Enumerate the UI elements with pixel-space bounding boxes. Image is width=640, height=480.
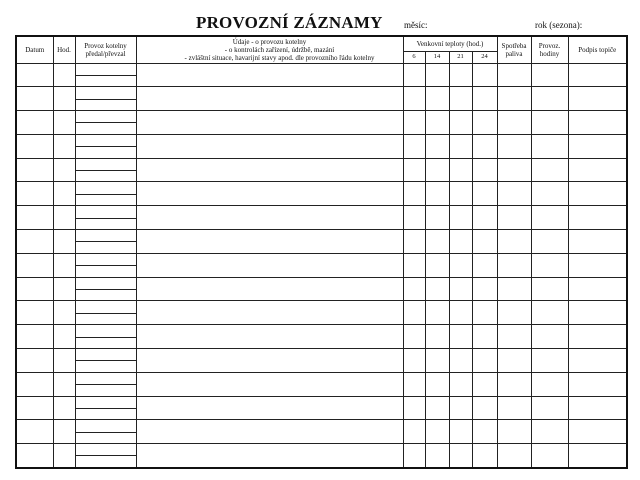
boiler-operation-line1: Provoz kotelny [84, 41, 127, 50]
temp-6-cell[interactable] [403, 277, 425, 301]
date-cell[interactable] [16, 63, 53, 87]
table-row [16, 277, 627, 301]
hour-cell[interactable] [53, 253, 75, 277]
signature-cell[interactable] [568, 182, 627, 206]
hour-cell[interactable] [53, 301, 75, 325]
col-outdoor-temp-header: Venkovní teploty (hod.) [403, 36, 497, 51]
fuel-cell[interactable] [497, 349, 531, 373]
temp-14-cell[interactable] [425, 301, 449, 325]
temp-14-cell[interactable] [425, 158, 449, 182]
hour-cell[interactable] [53, 349, 75, 373]
boiler-operation-cell[interactable] [75, 349, 136, 373]
boiler-operation-cell[interactable] [75, 301, 136, 325]
date-cell[interactable] [16, 301, 53, 325]
hour-cell[interactable] [53, 372, 75, 396]
table-row [16, 325, 627, 349]
run-hours-cell[interactable] [531, 349, 568, 373]
notes-cell[interactable] [136, 420, 403, 444]
signature-cell[interactable] [568, 420, 627, 444]
signature-cell[interactable] [568, 63, 627, 87]
temp-14-cell[interactable] [425, 134, 449, 158]
temp-6-cell[interactable] [403, 111, 425, 135]
temp-6-cell[interactable] [403, 253, 425, 277]
table-row [16, 230, 627, 254]
signature-cell[interactable] [568, 111, 627, 135]
signature-cell[interactable] [568, 301, 627, 325]
notes-cell[interactable] [136, 325, 403, 349]
signature-cell[interactable] [568, 325, 627, 349]
year-season-label: rok (sezona): [535, 20, 583, 30]
temp-14-cell[interactable] [425, 182, 449, 206]
col-notes-header [136, 36, 403, 63]
table-row [16, 134, 627, 158]
temp-14-cell[interactable] [425, 444, 449, 468]
notes-cell[interactable] [136, 230, 403, 254]
hour-cell[interactable] [53, 158, 75, 182]
date-cell[interactable] [16, 420, 53, 444]
fuel-cell[interactable] [497, 325, 531, 349]
fuel-cell[interactable] [497, 420, 531, 444]
date-cell[interactable] [16, 349, 53, 373]
fuel-cell[interactable] [497, 372, 531, 396]
notes-cell[interactable] [136, 134, 403, 158]
hour-cell[interactable] [53, 325, 75, 349]
run-hours-cell[interactable] [531, 253, 568, 277]
signature-cell[interactable] [568, 396, 627, 420]
temp-24-cell[interactable] [472, 182, 497, 206]
boiler-operation-cell[interactable] [75, 372, 136, 396]
date-cell[interactable] [16, 372, 53, 396]
run-hours-cell[interactable] [531, 158, 568, 182]
temp-24-cell[interactable] [472, 134, 497, 158]
date-cell[interactable] [16, 253, 53, 277]
run-hours-cell[interactable] [531, 301, 568, 325]
fuel-cell[interactable] [497, 182, 531, 206]
hour-cell[interactable] [53, 63, 75, 87]
run-hours-cell[interactable] [531, 444, 568, 468]
signature-cell[interactable] [568, 444, 627, 468]
fuel-cell[interactable] [497, 111, 531, 135]
boiler-operation-cell[interactable] [75, 63, 136, 87]
notes-line3: - zvláštní situace, havarijní stavy apod. dle provozního řádu kotelny [184, 53, 375, 62]
run-hours-cell[interactable] [531, 206, 568, 230]
hour-cell[interactable] [53, 134, 75, 158]
run-hours-cell[interactable] [531, 134, 568, 158]
signature-cell[interactable] [568, 253, 627, 277]
table-row [16, 301, 627, 325]
temp-24-cell[interactable] [472, 325, 497, 349]
boiler-operation-cell[interactable] [75, 182, 136, 206]
date-cell[interactable] [16, 111, 53, 135]
run-hours-cell[interactable] [531, 87, 568, 111]
notes-line2: - o kontrolách zařízení, údržbě, mazání [224, 45, 335, 54]
notes-cell[interactable] [136, 444, 403, 468]
table-row [16, 158, 627, 182]
boiler-operation-line2: předal/převzal [85, 49, 126, 58]
hour-cell[interactable] [53, 277, 75, 301]
temp-21-cell[interactable] [449, 230, 472, 254]
temp-hour-24: 24 [472, 51, 497, 63]
signature-cell[interactable] [568, 230, 627, 254]
temp-14-cell[interactable] [425, 253, 449, 277]
temp-21-cell[interactable] [449, 349, 472, 373]
temp-24-cell[interactable] [472, 253, 497, 277]
temp-6-cell[interactable] [403, 158, 425, 182]
temp-14-cell[interactable] [425, 230, 449, 254]
temp-21-cell[interactable] [449, 420, 472, 444]
fuel-cell[interactable] [497, 396, 531, 420]
temp-14-cell[interactable] [425, 87, 449, 111]
signature-cell[interactable] [568, 277, 627, 301]
fuel-cell[interactable] [497, 87, 531, 111]
temp-24-cell[interactable] [472, 396, 497, 420]
temp-14-cell[interactable] [425, 277, 449, 301]
temp-14-cell[interactable] [425, 396, 449, 420]
temp-21-cell[interactable] [449, 206, 472, 230]
boiler-operation-cell[interactable] [75, 444, 136, 468]
table-row [16, 63, 627, 87]
date-cell[interactable] [16, 87, 53, 111]
boiler-operation-cell[interactable] [75, 206, 136, 230]
temp-21-cell[interactable] [449, 111, 472, 135]
notes-cell[interactable] [136, 277, 403, 301]
fuel-cell[interactable] [497, 444, 531, 468]
temp-24-cell[interactable] [472, 230, 497, 254]
col-boiler-operation-header [75, 36, 136, 63]
date-cell[interactable] [16, 325, 53, 349]
table-row [16, 444, 627, 468]
temp-21-cell[interactable] [449, 134, 472, 158]
temp-24-cell[interactable] [472, 372, 497, 396]
temp-14-cell[interactable] [425, 111, 449, 135]
boiler-operation-cell[interactable] [75, 253, 136, 277]
temp-21-cell[interactable] [449, 396, 472, 420]
col-fuel-header [497, 36, 531, 63]
boiler-operation-cell[interactable] [75, 111, 136, 135]
temp-21-cell[interactable] [449, 158, 472, 182]
fuel-cell[interactable] [497, 158, 531, 182]
run-hours-line1: Provoz. [538, 41, 561, 50]
signature-cell[interactable] [568, 87, 627, 111]
signature-cell[interactable] [568, 206, 627, 230]
boiler-operation-cell[interactable] [75, 420, 136, 444]
signature-cell[interactable] [568, 134, 627, 158]
temp-21-cell[interactable] [449, 444, 472, 468]
date-cell[interactable] [16, 444, 53, 468]
boiler-operation-cell[interactable] [75, 87, 136, 111]
run-hours-cell[interactable] [531, 63, 568, 87]
temp-6-cell[interactable] [403, 325, 425, 349]
temp-14-cell[interactable] [425, 372, 449, 396]
date-cell[interactable] [16, 230, 53, 254]
table-row [16, 349, 627, 373]
temp-14-cell[interactable] [425, 63, 449, 87]
hour-cell[interactable] [53, 182, 75, 206]
temp-6-cell[interactable] [403, 301, 425, 325]
log-body [16, 63, 627, 468]
month-label: měsíc: [404, 20, 428, 30]
temp-6-cell[interactable] [403, 63, 425, 87]
temp-24-cell[interactable] [472, 301, 497, 325]
run-hours-line2: hodiny [539, 49, 560, 58]
table-row [16, 87, 627, 111]
temp-14-cell[interactable] [425, 325, 449, 349]
temp-21-cell[interactable] [449, 182, 472, 206]
fuel-cell[interactable] [497, 230, 531, 254]
table-row [16, 253, 627, 277]
table-row [16, 420, 627, 444]
notes-cell[interactable] [136, 158, 403, 182]
fuel-cell[interactable] [497, 253, 531, 277]
col-date-header: Datum [16, 36, 53, 63]
hour-cell[interactable] [53, 420, 75, 444]
temp-hour-21: 21 [449, 51, 472, 63]
temp-6-cell[interactable] [403, 134, 425, 158]
temp-21-cell[interactable] [449, 253, 472, 277]
date-cell[interactable] [16, 182, 53, 206]
temp-14-cell[interactable] [425, 420, 449, 444]
notes-cell[interactable] [136, 206, 403, 230]
temp-6-cell[interactable] [403, 396, 425, 420]
fuel-line2: paliva [505, 49, 523, 58]
run-hours-cell[interactable] [531, 372, 568, 396]
temp-21-cell[interactable] [449, 301, 472, 325]
temp-14-cell[interactable] [425, 349, 449, 373]
temp-6-cell[interactable] [403, 372, 425, 396]
col-hour-header: Hod. [53, 36, 75, 63]
run-hours-cell[interactable] [531, 396, 568, 420]
date-cell[interactable] [16, 158, 53, 182]
run-hours-cell[interactable] [531, 182, 568, 206]
fuel-cell[interactable] [497, 301, 531, 325]
boiler-operation-cell[interactable] [75, 134, 136, 158]
temp-24-cell[interactable] [472, 111, 497, 135]
temp-24-cell[interactable] [472, 87, 497, 111]
notes-cell[interactable] [136, 63, 403, 87]
fuel-cell[interactable] [497, 206, 531, 230]
page-title: PROVOZNÍ ZÁZNAMY [196, 13, 383, 32]
signature-cell[interactable] [568, 158, 627, 182]
col-signature-header: Podpis topiče [568, 36, 627, 63]
temp-6-cell[interactable] [403, 444, 425, 468]
temp-hour-6: 6 [403, 51, 425, 63]
temp-24-cell[interactable] [472, 63, 497, 87]
notes-cell[interactable] [136, 111, 403, 135]
hour-cell[interactable] [53, 396, 75, 420]
temp-24-cell[interactable] [472, 158, 497, 182]
temp-24-cell[interactable] [472, 444, 497, 468]
temp-24-cell[interactable] [472, 277, 497, 301]
boiler-operation-cell[interactable] [75, 325, 136, 349]
temp-6-cell[interactable] [403, 230, 425, 254]
notes-cell[interactable] [136, 372, 403, 396]
boiler-operation-cell[interactable] [75, 396, 136, 420]
temp-21-cell[interactable] [449, 372, 472, 396]
date-cell[interactable] [16, 277, 53, 301]
temp-21-cell[interactable] [449, 87, 472, 111]
temp-24-cell[interactable] [472, 349, 497, 373]
run-hours-cell[interactable] [531, 230, 568, 254]
fuel-cell[interactable] [497, 277, 531, 301]
table-row [16, 206, 627, 230]
date-cell[interactable] [16, 206, 53, 230]
notes-cell[interactable] [136, 87, 403, 111]
log-table [15, 35, 628, 469]
hour-cell[interactable] [53, 111, 75, 135]
temp-21-cell[interactable] [449, 63, 472, 87]
table-row [16, 111, 627, 135]
hour-cell[interactable] [53, 87, 75, 111]
temp-24-cell[interactable] [472, 420, 497, 444]
col-run-hours-header [531, 36, 568, 63]
temp-6-cell[interactable] [403, 206, 425, 230]
boiler-operation-cell[interactable] [75, 230, 136, 254]
notes-cell[interactable] [136, 301, 403, 325]
notes-cell[interactable] [136, 253, 403, 277]
hour-cell[interactable] [53, 230, 75, 254]
temp-14-cell[interactable] [425, 206, 449, 230]
table-row [16, 182, 627, 206]
temp-hour-14: 14 [425, 51, 449, 63]
log-sheet [15, 35, 626, 464]
table-row [16, 372, 627, 396]
temp-24-cell[interactable] [472, 206, 497, 230]
table-row [16, 396, 627, 420]
boiler-operation-cell[interactable] [75, 158, 136, 182]
notes-cell[interactable] [136, 396, 403, 420]
date-cell[interactable] [16, 396, 53, 420]
hour-cell[interactable] [53, 206, 75, 230]
temp-21-cell[interactable] [449, 277, 472, 301]
notes-cell[interactable] [136, 349, 403, 373]
temp-6-cell[interactable] [403, 349, 425, 373]
fuel-cell[interactable] [497, 63, 531, 87]
hour-cell[interactable] [53, 444, 75, 468]
temp-6-cell[interactable] [403, 420, 425, 444]
signature-cell[interactable] [568, 349, 627, 373]
temp-6-cell[interactable] [403, 182, 425, 206]
notes-cell[interactable] [136, 182, 403, 206]
temp-21-cell[interactable] [449, 325, 472, 349]
date-cell[interactable] [16, 134, 53, 158]
temp-6-cell[interactable] [403, 87, 425, 111]
run-hours-cell[interactable] [531, 111, 568, 135]
run-hours-cell[interactable] [531, 325, 568, 349]
run-hours-cell[interactable] [531, 420, 568, 444]
signature-cell[interactable] [568, 372, 627, 396]
notes-line1: Údaje - o provozu kotelny [232, 37, 307, 46]
boiler-operation-cell[interactable] [75, 277, 136, 301]
run-hours-cell[interactable] [531, 277, 568, 301]
fuel-line1: Spotřeba [501, 41, 527, 50]
fuel-cell[interactable] [497, 134, 531, 158]
